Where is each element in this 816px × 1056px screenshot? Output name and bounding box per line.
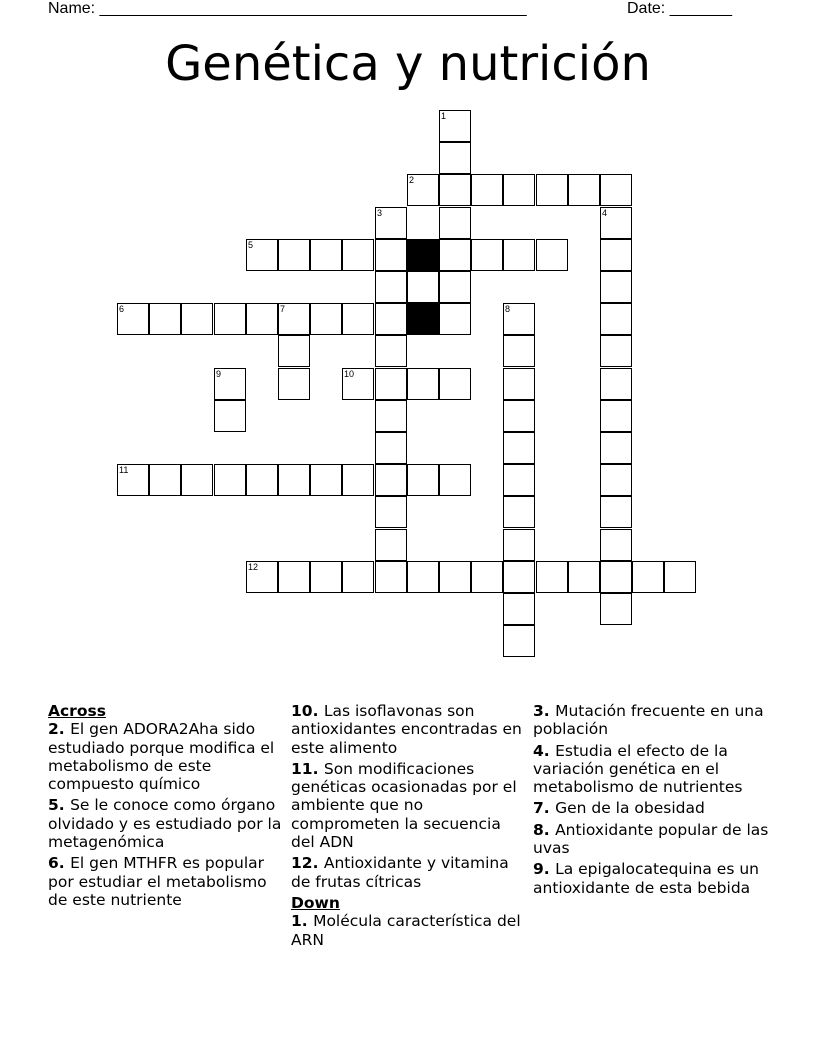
grid-cell[interactable] <box>246 239 278 271</box>
grid-cell[interactable] <box>149 464 181 496</box>
clue-item-number: 10. <box>291 702 324 720</box>
grid-cell[interactable] <box>503 593 535 625</box>
clue-number: 10 <box>344 369 355 379</box>
grid-cell[interactable] <box>600 335 632 367</box>
clue-item-text: Las isoflavonas son antioxidantes encontradas en este alimento <box>291 702 522 757</box>
grid-cell[interactable] <box>439 207 471 239</box>
grid-cell[interactable] <box>536 561 568 593</box>
clue-item-number: 8. <box>533 820 556 839</box>
grid-cell[interactable] <box>600 593 632 625</box>
grid-cell[interactable] <box>407 368 439 400</box>
clue-number: 11 <box>119 465 129 475</box>
clue-item-number: 9. <box>533 860 556 879</box>
grid-cell[interactable] <box>471 561 503 593</box>
clue-item-number: 7. <box>533 799 556 818</box>
grid-cell[interactable] <box>471 174 503 206</box>
grid-cell[interactable] <box>439 239 471 271</box>
clues-column-3 <box>533 702 769 900</box>
clue-item <box>291 760 527 851</box>
grid-cell[interactable] <box>375 400 407 432</box>
clues-column-1 <box>48 702 284 912</box>
grid-cell[interactable] <box>117 303 149 335</box>
grid-cell[interactable] <box>342 561 374 593</box>
clue-item <box>291 854 527 891</box>
grid-cell[interactable] <box>375 335 407 367</box>
grid-cell[interactable] <box>375 239 407 271</box>
grid-cell[interactable] <box>600 239 632 271</box>
clue-item-text: La epigalocatequina es un antioxidante de esta bebida <box>533 860 759 897</box>
grid-cell[interactable] <box>503 529 535 561</box>
clue-item-text: Se le conoce como órgano olvidado y es estudiado por la metagenómica <box>48 796 282 852</box>
grid-cell[interactable] <box>600 561 632 593</box>
grid-cell[interactable] <box>278 561 310 593</box>
grid-cell[interactable] <box>503 335 535 367</box>
grid-cell[interactable] <box>632 561 664 593</box>
clue-item-text: Estudia el efecto de la variación genética en el metabolismo de nutrientes <box>533 741 743 797</box>
grid-cell[interactable] <box>600 464 632 496</box>
grid-cell[interactable] <box>568 174 600 206</box>
grid-cell[interactable] <box>181 303 213 335</box>
clue-item-text: Antioxidante popular de las uvas <box>533 820 769 858</box>
across-heading: Across <box>48 702 106 720</box>
grid-cell[interactable] <box>536 174 568 206</box>
grid-cell[interactable] <box>375 529 407 561</box>
grid-cell[interactable] <box>342 368 374 400</box>
clue-item-text: El gen MTHFR es popular por estudiar el metabolismo de este nutriente <box>48 854 267 909</box>
black-cell <box>407 303 439 335</box>
grid-cell[interactable] <box>375 432 407 464</box>
down-clue-list <box>291 912 527 949</box>
black-cell <box>407 239 439 271</box>
page-title: Genética y nutrición <box>165 36 651 92</box>
grid-cell[interactable] <box>664 561 696 593</box>
grid-cell[interactable] <box>278 368 310 400</box>
clue-number: 7 <box>280 304 286 314</box>
grid-cell[interactable] <box>342 464 374 496</box>
grid-cell[interactable] <box>407 271 439 303</box>
clue-item <box>533 821 769 858</box>
clue-item-number: 3. <box>533 702 556 720</box>
grid-cell[interactable] <box>375 207 407 239</box>
grid-cell[interactable] <box>503 625 535 657</box>
grid-cell[interactable] <box>278 464 310 496</box>
grid-cell[interactable] <box>439 271 471 303</box>
grid-cell[interactable] <box>471 239 503 271</box>
grid-cell[interactable] <box>214 464 246 496</box>
grid-cell[interactable] <box>439 368 471 400</box>
clue-item-text: El gen ADORA2Aha sido estudiado porque modifica el metabolismo de este compuesto químico <box>48 720 275 794</box>
grid-cell[interactable] <box>503 496 535 528</box>
grid-cell[interactable] <box>375 464 407 496</box>
grid-cell[interactable] <box>407 561 439 593</box>
clue-item-text: Antioxidante y vitamina de frutas cítricas <box>291 854 509 891</box>
grid-cell[interactable] <box>439 303 471 335</box>
grid-cell[interactable] <box>503 368 535 400</box>
grid-cell[interactable] <box>375 303 407 335</box>
grid-cell[interactable] <box>246 464 278 496</box>
clue-number: 9 <box>216 369 222 379</box>
clue-item-number: 2. <box>48 720 71 739</box>
clue-number: 3 <box>377 208 383 218</box>
grid-cell[interactable] <box>503 464 535 496</box>
grid-cell[interactable] <box>568 561 600 593</box>
grid-cell[interactable] <box>278 239 310 271</box>
clue-number: 4 <box>602 208 608 218</box>
clue-item-text: Gen de la obesidad <box>555 799 705 818</box>
clue-number: 2 <box>409 175 415 185</box>
clue-item-text: Mutación frecuente en una población <box>533 702 764 739</box>
grid-cell[interactable] <box>342 239 374 271</box>
grid-cell[interactable] <box>600 529 632 561</box>
grid-cell[interactable] <box>375 271 407 303</box>
clue-item-number: 1. <box>291 912 314 931</box>
grid-cell[interactable] <box>503 400 535 432</box>
grid-cell[interactable] <box>278 303 310 335</box>
clue-item <box>533 702 769 739</box>
grid-cell[interactable] <box>600 271 632 303</box>
grid-cell[interactable] <box>278 335 310 367</box>
grid-cell[interactable] <box>503 239 535 271</box>
grid-cell[interactable] <box>310 561 342 593</box>
grid-cell[interactable] <box>375 368 407 400</box>
grid-cell[interactable] <box>600 174 632 206</box>
grid-cell[interactable] <box>214 368 246 400</box>
name-field-label: Name: ________________________________________________ <box>48 0 527 17</box>
grid-cell[interactable] <box>117 464 149 496</box>
clue-item-number: 5. <box>48 796 71 815</box>
clue-item <box>291 912 527 949</box>
grid-cell[interactable] <box>310 239 342 271</box>
clue-item-number: 6. <box>48 854 71 873</box>
grid-cell[interactable] <box>310 464 342 496</box>
clue-item <box>533 860 769 897</box>
grid-cell[interactable] <box>214 303 246 335</box>
grid-cell[interactable] <box>181 464 213 496</box>
clue-item <box>533 742 769 797</box>
grid-cell[interactable] <box>246 561 278 593</box>
grid-cell[interactable] <box>503 303 535 335</box>
down-clue-list-continued <box>533 702 769 897</box>
grid-cell[interactable] <box>375 561 407 593</box>
grid-cell[interactable] <box>439 174 471 206</box>
grid-cell[interactable] <box>600 207 632 239</box>
clue-item <box>533 799 769 817</box>
grid-cell[interactable] <box>214 400 246 432</box>
clue-number: 1 <box>441 111 447 121</box>
grid-cell[interactable] <box>600 400 632 432</box>
grid-cell[interactable] <box>600 432 632 464</box>
grid-cell[interactable] <box>375 496 407 528</box>
clue-item-number: 4. <box>533 741 556 760</box>
clue-number: 12 <box>248 562 259 572</box>
grid-cell[interactable] <box>342 303 374 335</box>
across-clue-list-continued <box>291 702 527 891</box>
grid-cell[interactable] <box>310 303 342 335</box>
clue-item <box>48 720 284 793</box>
date-field-label: Date: _______ <box>627 0 732 17</box>
grid-cell[interactable] <box>149 303 181 335</box>
clue-item <box>48 796 284 851</box>
grid-cell[interactable] <box>536 239 568 271</box>
clue-item-number: 11. <box>291 759 324 778</box>
grid-cell[interactable] <box>439 561 471 593</box>
grid-cell[interactable] <box>503 174 535 206</box>
clue-item <box>48 854 284 909</box>
clue-item-text: Molécula característica del ARN <box>291 912 521 949</box>
across-clue-list <box>48 720 284 909</box>
clue-item-text: Son modificaciones genéticas ocasionadas por el ambiente que no comprometen la secuencia del ADN <box>291 759 517 852</box>
clue-number: 5 <box>248 240 254 250</box>
grid-cell[interactable] <box>246 303 278 335</box>
grid-cell[interactable] <box>407 174 439 206</box>
grid-cell[interactable] <box>600 496 632 528</box>
grid-cell[interactable] <box>503 432 535 464</box>
down-heading: Down <box>291 893 340 912</box>
grid-cell[interactable] <box>600 368 632 400</box>
grid-cell[interactable] <box>439 142 471 174</box>
grid-cell[interactable] <box>439 110 471 142</box>
clues-column-2 <box>291 702 527 952</box>
grid-cell[interactable] <box>439 464 471 496</box>
grid-cell[interactable] <box>407 464 439 496</box>
clue-item-number: 12. <box>291 854 324 873</box>
clue-number: 8 <box>505 304 511 314</box>
clue-item <box>291 702 527 757</box>
grid-cell[interactable] <box>600 303 632 335</box>
clue-number: 6 <box>119 304 125 314</box>
grid-cell[interactable] <box>503 561 535 593</box>
